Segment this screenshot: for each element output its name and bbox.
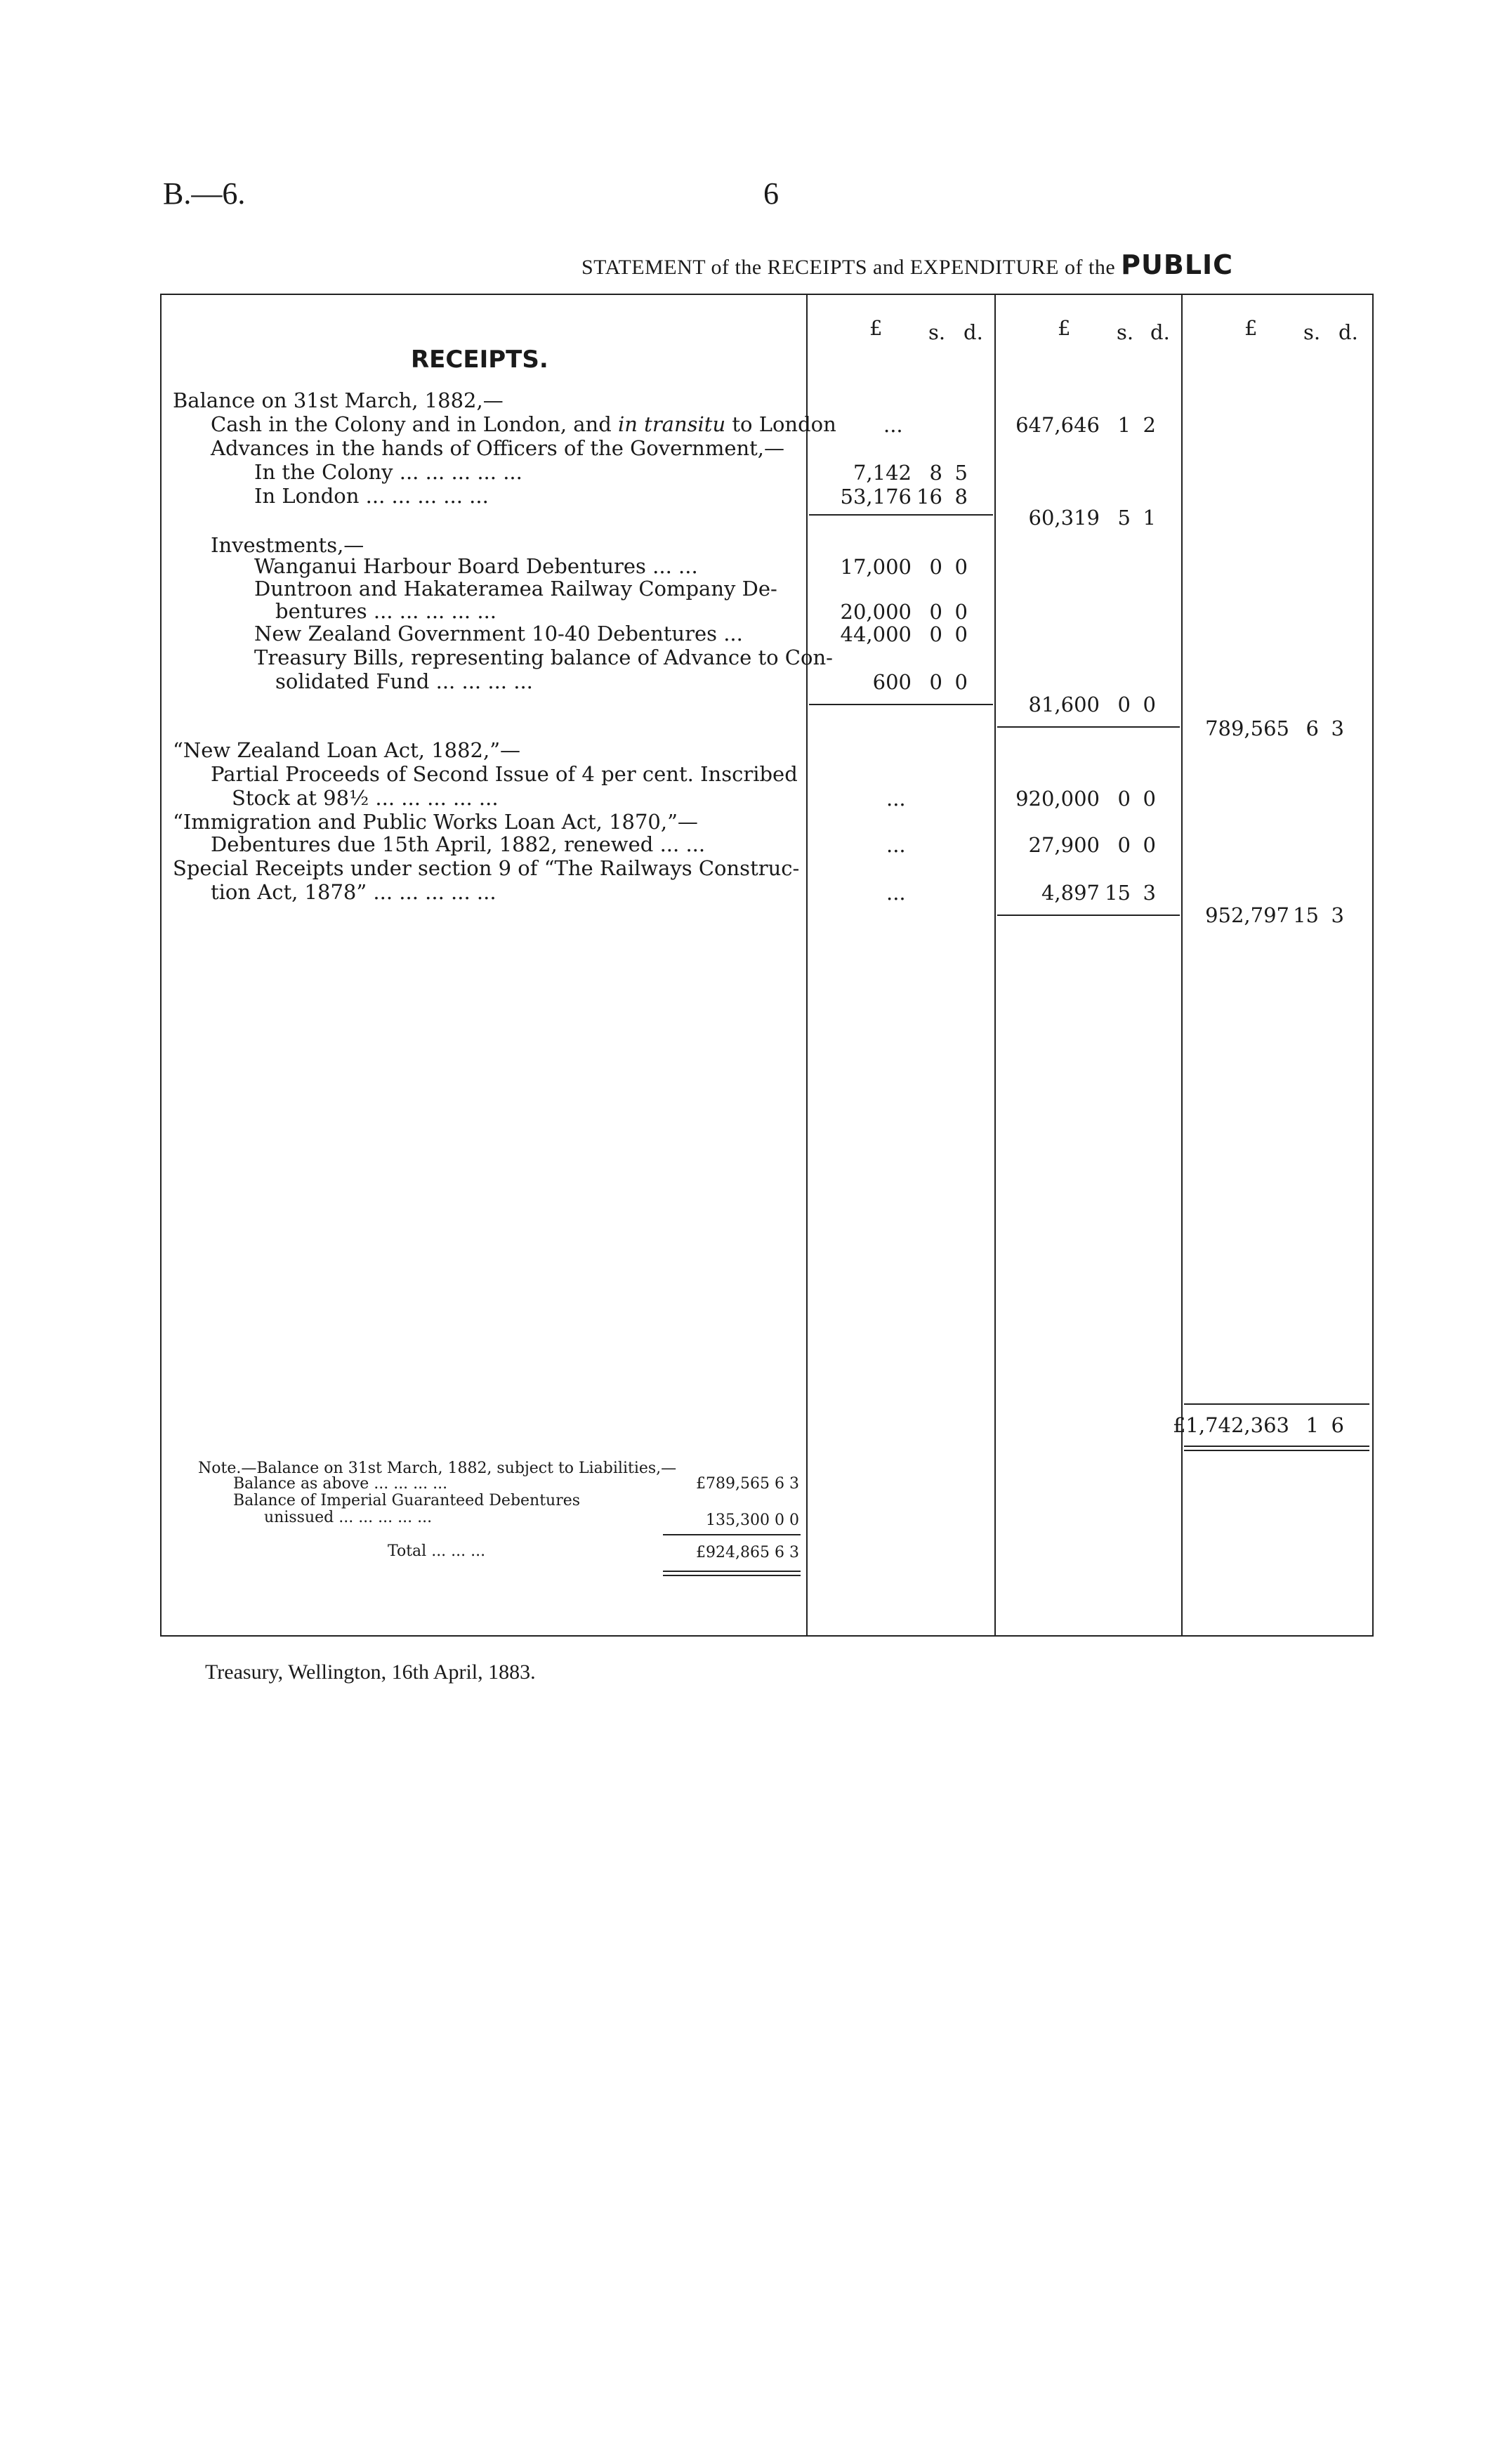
col1-wanganui-pounds: 17,000 xyxy=(840,555,912,579)
col2-investments-pence: 0 xyxy=(1143,693,1156,716)
col-divider-1 xyxy=(806,294,808,1637)
col2-advances-pence: 1 xyxy=(1143,506,1156,530)
col1-treasury-pence: 0 xyxy=(954,670,968,694)
col2-stock-shillings: 0 xyxy=(1117,787,1131,811)
footer-signature: Treasury, Wellington, 16th April, 1883. xyxy=(205,1660,536,1684)
col1-london-pence: 8 xyxy=(954,485,968,509)
col2-special-pounds: 4,897 xyxy=(1041,881,1100,905)
col3-loans-pence: 3 xyxy=(1331,903,1344,927)
title-emph: PUBLIC xyxy=(1121,249,1234,280)
col3-rule-total-double xyxy=(1184,1446,1369,1451)
col2-investments-pounds: 81,600 xyxy=(1028,693,1100,716)
receipt-line-special: Special Receipts under section 9 of “The Railways Construc- xyxy=(173,856,800,880)
col2-advances-pounds: 60,319 xyxy=(1028,506,1100,530)
receipt-line-renewed: Debentures due 15th April, 1882, renewed ... ... xyxy=(211,832,706,856)
receipt-line-colony: In the Colony ... ... ... ... ... xyxy=(254,460,522,484)
note-total-label: Total ... ... ... xyxy=(388,1542,486,1560)
col3-rule-total-top xyxy=(1184,1403,1369,1405)
col2-special-pence: 3 xyxy=(1143,881,1156,905)
note-balance-value: £789,565 6 3 xyxy=(696,1475,799,1493)
col2-advances-shillings: 5 xyxy=(1117,506,1131,530)
receipt-line-cash xyxy=(211,413,836,435)
col3-pence-header: d. xyxy=(1339,320,1358,344)
col2-stock-pence: 0 xyxy=(1143,787,1156,811)
col1-london-pounds: 53,176 xyxy=(840,485,912,509)
receipt-line-partial: Partial Proceeds of Second Issue of 4 per cent. Inscribed xyxy=(211,762,798,786)
note-unissued-value: 135,300 0 0 xyxy=(706,1512,799,1529)
col1-colony-shillings: 8 xyxy=(929,461,942,485)
col1-duntroon-pounds: 20,000 xyxy=(840,600,912,624)
cash-text-c: to London xyxy=(725,412,836,436)
col2-pound-header: £ xyxy=(1058,316,1071,340)
col3-total-shillings: 1 xyxy=(1305,1413,1319,1437)
col3-balance-pence: 3 xyxy=(1331,716,1344,740)
col2-pence-header: d. xyxy=(1150,320,1170,344)
col3-shilling-header: s. xyxy=(1303,320,1321,344)
receipt-line-construction: tion Act, 1878” ... ... ... ... ... xyxy=(211,880,496,904)
col2-cash-pence: 2 xyxy=(1143,413,1156,437)
statement-title xyxy=(581,249,1233,280)
col1-colony-pence: 5 xyxy=(954,461,968,485)
receipt-line-immigration: “Immigration and Public Works Loan Act, 1870,”— xyxy=(173,810,698,834)
col1-nzgov-shillings: 0 xyxy=(929,622,942,646)
col2-stock-pounds: 920,000 xyxy=(1015,787,1100,811)
col1-rule-advances xyxy=(809,514,993,516)
col1-stock-dots: ... xyxy=(886,787,906,811)
col1-treasury-shillings: 0 xyxy=(929,670,942,694)
col2-rule-loans xyxy=(997,915,1180,916)
note-heading: Note.—Balance on 31st March, 1882, subject to Liabilities,— xyxy=(198,1460,677,1477)
cash-text-italic: in transitu xyxy=(618,412,726,436)
receipt-line-london: In London ... ... ... ... ... xyxy=(254,484,489,508)
receipt-line-investments: Investments,— xyxy=(211,533,364,557)
col3-balance-pounds: 789,565 xyxy=(1205,716,1289,740)
col2-cash-shillings: 1 xyxy=(1117,413,1131,437)
receipt-line-debentures: bentures ... ... ... ... ... xyxy=(275,599,497,623)
col1-shilling-header: s. xyxy=(928,320,946,344)
col1-nzgov-pence: 0 xyxy=(954,622,968,646)
page-number: 6 xyxy=(763,176,779,211)
note-rule-top xyxy=(663,1534,801,1535)
col1-london-shillings: 16 xyxy=(916,485,942,509)
col1-rule-investments xyxy=(809,704,993,705)
col2-special-shillings: 15 xyxy=(1105,881,1131,905)
document-code: B.—6. xyxy=(163,176,246,211)
col3-total-pounds: £1,742,363 xyxy=(1172,1413,1289,1437)
cash-text-a: Cash in the Colony and in London, and xyxy=(211,412,618,436)
col1-nzgov-pounds: 44,000 xyxy=(840,622,912,646)
col2-investments-shillings: 0 xyxy=(1117,693,1131,716)
receipt-line-loan-act: “New Zealand Loan Act, 1882,”— xyxy=(173,738,521,762)
col1-colony-pounds: 7,142 xyxy=(853,461,912,485)
col1-special-dots: ... xyxy=(886,881,906,905)
col1-pound-header: £ xyxy=(869,316,883,340)
col3-loans-shillings: 15 xyxy=(1293,903,1319,927)
col2-debentures-shillings: 0 xyxy=(1117,833,1131,857)
col-divider-2 xyxy=(994,294,996,1637)
col3-pound-header: £ xyxy=(1244,316,1258,340)
col1-cash-dots: ... xyxy=(883,413,903,437)
receipt-line-treasury: Treasury Bills, representing balance of Advance to Con- xyxy=(254,646,833,669)
col2-debentures-pence: 0 xyxy=(1143,833,1156,857)
receipt-line-wanganui: Wanganui Harbour Board Debentures ... ... xyxy=(254,554,698,578)
receipts-heading: RECEIPTS. xyxy=(411,346,548,374)
receipt-line-stock: Stock at 98½ ... ... ... ... ... xyxy=(232,786,499,810)
col2-cash-pounds: 647,646 xyxy=(1015,413,1100,437)
receipt-line-advances: Advances in the hands of Officers of the Government,— xyxy=(211,436,785,460)
col3-balance-shillings: 6 xyxy=(1305,716,1319,740)
note-unissued-label: unissued ... ... ... ... ... xyxy=(264,1509,433,1526)
col1-duntroon-shillings: 0 xyxy=(929,600,942,624)
col3-loans-pounds: 952,797 xyxy=(1205,903,1289,927)
col1-wanganui-shillings: 0 xyxy=(929,555,942,579)
receipt-line-balance: Balance on 31st March, 1882,— xyxy=(173,388,504,412)
title-prefix: STATEMENT of the RECEIPTS and EXPENDITURE of the xyxy=(581,256,1116,279)
col1-debentures-dots: ... xyxy=(886,833,906,857)
note-rule-double xyxy=(663,1571,801,1576)
col2-debentures-pounds: 27,900 xyxy=(1028,833,1100,857)
receipt-line-duntroon: Duntroon and Hakateramea Railway Company De- xyxy=(254,577,777,601)
note-total-value: £924,865 6 3 xyxy=(696,1544,799,1561)
col2-shilling-header: s. xyxy=(1117,320,1134,344)
note-imperial-label: Balance of Imperial Guaranteed Debentures xyxy=(233,1492,581,1509)
col2-rule-balance xyxy=(997,726,1180,728)
col1-pence-header: d. xyxy=(963,320,983,344)
col3-total-pence: 6 xyxy=(1331,1413,1344,1437)
note-balance-label: Balance as above ... ... ... ... xyxy=(233,1475,448,1493)
col1-duntroon-pence: 0 xyxy=(954,600,968,624)
col1-wanganui-pence: 0 xyxy=(954,555,968,579)
receipt-line-nzgov: New Zealand Government 10-40 Debentures ... xyxy=(254,622,743,646)
receipt-line-consolidated: solidated Fund ... ... ... ... xyxy=(275,669,533,693)
col1-treasury-pounds: 600 xyxy=(872,670,912,694)
